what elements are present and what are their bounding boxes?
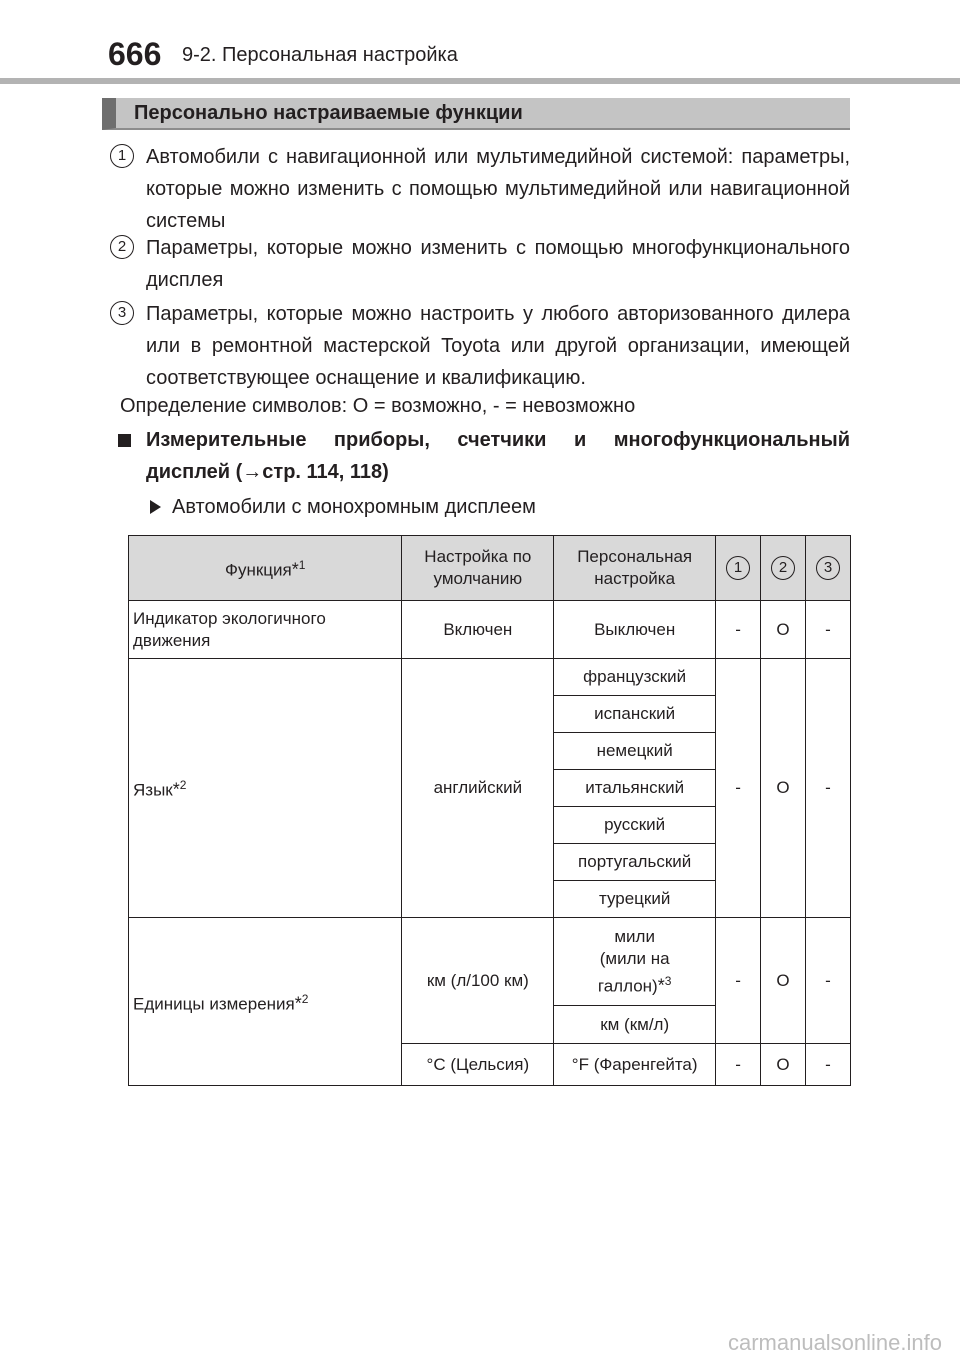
header-col-1 xyxy=(716,536,761,601)
square-bullet-icon xyxy=(118,434,131,447)
cell-units-c2: O xyxy=(761,918,806,1044)
units-option-1-sup: 3 xyxy=(664,973,672,988)
cell-lang-default: английский xyxy=(402,659,554,918)
cell-units-name xyxy=(129,918,402,1086)
bold-heading-text: Измерительные приборы, счетчики и многофункциональный дисплей (→стр. 114, 118) xyxy=(146,429,850,483)
box-title xyxy=(102,98,850,130)
table-row-eco xyxy=(129,601,851,659)
cell-lang-option: русский xyxy=(554,807,716,844)
cell-lang-option: португальский xyxy=(554,844,716,881)
header-rule xyxy=(0,78,960,84)
item-text-1: Автомобили с навигационной или мультимедийной системой: параметры, которые можно изменить с помощью мультимедийной или навигационной системы xyxy=(146,146,850,232)
item-text-3: Параметры, которые можно настроить у любого авторизованного дилера или в ремонтной мастерской Toyota или другой организации, имеющей соответствующее оснащение и квалификацию. xyxy=(146,303,850,389)
table-row-lang xyxy=(129,659,851,696)
cell-lang-c1: - xyxy=(716,659,761,918)
cell-units-sup: 2 xyxy=(301,991,309,1006)
cell-units-option-1 xyxy=(554,918,716,1006)
box-title-text: Персонально настраиваемые функции xyxy=(134,102,523,124)
asterisk-icon: * xyxy=(172,779,180,800)
cell-units-option-2: км (км/л) xyxy=(554,1006,716,1044)
cell-lang-option: испанский xyxy=(554,696,716,733)
header-function-sup: 1 xyxy=(298,558,306,573)
page-number: 666 xyxy=(108,36,162,72)
page-header xyxy=(0,0,960,86)
header-col-3 xyxy=(806,536,851,601)
units-option-1-line1: мили xyxy=(614,926,655,946)
cell-eco-default: Включен xyxy=(402,601,554,659)
cell-temp-default: °C (Цельсия) xyxy=(402,1044,554,1086)
bold-heading xyxy=(118,424,850,488)
cell-lang-option: турецкий xyxy=(554,881,716,918)
asterisk-icon: * xyxy=(291,559,299,580)
cell-eco-c3: - xyxy=(806,601,851,659)
cell-units-name-text: Единицы измерения xyxy=(133,994,295,1014)
cell-temp-c3: - xyxy=(806,1044,851,1086)
header-function xyxy=(129,536,402,601)
cell-lang-option: итальянский xyxy=(554,770,716,807)
numbered-item-3 xyxy=(110,298,850,394)
cell-lang-c3: - xyxy=(806,659,851,918)
cell-lang-option: французский xyxy=(554,659,716,696)
cell-units-c1: - xyxy=(716,918,761,1044)
cell-units-default: км (л/100 км) xyxy=(402,918,554,1044)
cell-temp-c2: O xyxy=(761,1044,806,1086)
circle-number-2-icon: 2 xyxy=(771,556,795,580)
circle-number-1-icon: 1 xyxy=(726,556,750,580)
header-default: Настройка по умолчанию xyxy=(402,536,554,601)
units-option-1-line3: галлон) xyxy=(597,976,658,996)
table-row-units xyxy=(129,918,851,1006)
cell-eco-c1: - xyxy=(716,601,761,659)
number-circle-3: 3 xyxy=(110,301,134,325)
cell-units-c3: - xyxy=(806,918,851,1044)
asterisk-icon: * xyxy=(294,993,302,1014)
settings-table xyxy=(128,535,851,1086)
cell-temp-c1: - xyxy=(716,1044,761,1086)
units-option-1-line2: (мили на xyxy=(599,948,670,968)
watermark: carmanualsonline.info xyxy=(727,1330,942,1355)
cell-temp-personal: °F (Фаренгейта) xyxy=(554,1044,716,1086)
cell-lang-c2: O xyxy=(761,659,806,918)
units-option-1-line3-wrap xyxy=(558,970,711,998)
table-header-row xyxy=(129,536,851,601)
numbered-item-2 xyxy=(110,232,850,296)
asterisk-icon: * xyxy=(657,975,665,996)
section-title: 9-2. Персональная настройка xyxy=(182,44,458,66)
subheading: Автомобили с монохромным дисплеем xyxy=(172,496,536,518)
number-circle-2: 2 xyxy=(110,235,134,259)
cell-eco-name: Индикатор экологичного движения xyxy=(129,601,402,659)
numbered-item-1 xyxy=(110,141,850,237)
cell-lang-option: немецкий xyxy=(554,733,716,770)
header-col-2 xyxy=(761,536,806,601)
cell-lang-sup: 2 xyxy=(179,778,187,793)
item-text-2: Параметры, которые можно изменить с помощью многофункционального дисплея xyxy=(146,237,850,291)
cell-lang-name xyxy=(129,659,402,918)
cell-lang-name-text: Язык xyxy=(133,780,173,800)
cell-eco-c2: O xyxy=(761,601,806,659)
header-function-text: Функция xyxy=(225,560,292,580)
header-personal: Персональная настройка xyxy=(554,536,716,601)
symbol-legend: Определение символов: O = возможно, - = невозможно xyxy=(120,395,636,417)
circle-number-3-icon: 3 xyxy=(816,556,840,580)
cell-eco-personal: Выключен xyxy=(554,601,716,659)
number-circle-1: 1 xyxy=(110,144,134,168)
triangle-bullet-icon xyxy=(150,500,161,514)
